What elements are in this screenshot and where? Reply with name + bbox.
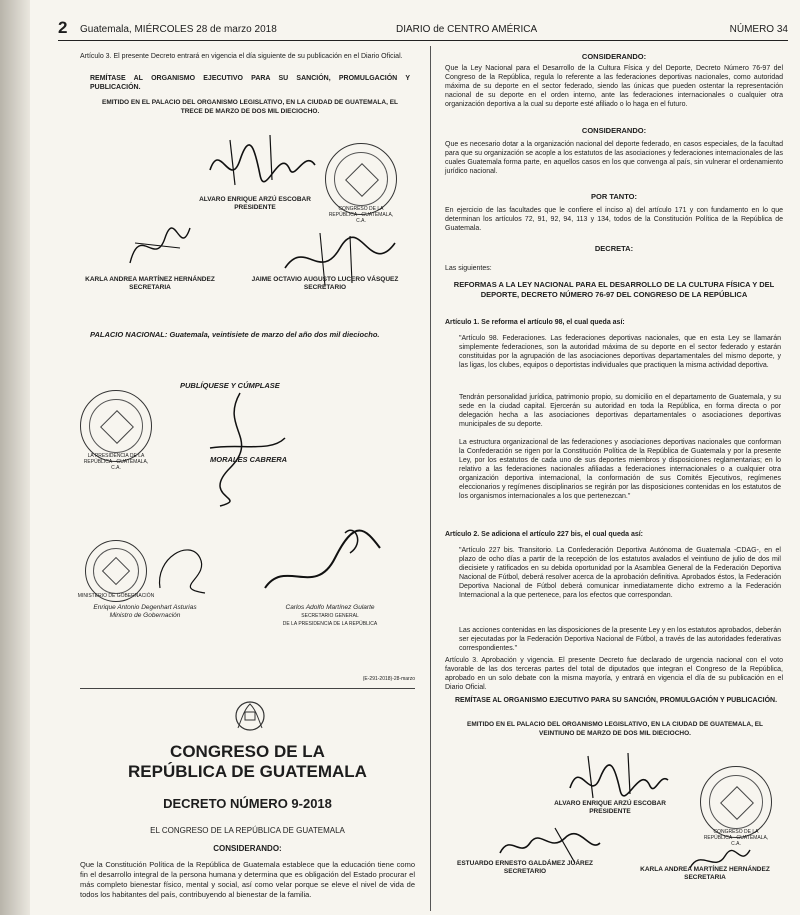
signatory-role: PRESIDENTE — [234, 204, 276, 211]
right-column — [445, 48, 783, 908]
page-fold-edge — [0, 0, 30, 915]
articulo-98-paragraph-2: Tendrán personalidad jurídica, patrimonio propio, su domicilio en el departamento de Guatemala, y su sede en la ciudad capital. Ejercerán su autoridad en toda la República, en forma directa o por delegación hecha a las asociaciones deportivas departamentales o asociaciones deportivas municipales de su deporte. — [459, 394, 781, 428]
considerando-2-text: Que es necesario dotar a la organización nacional del deporte federado, en casos especiales, de la facultad para que su organización se acople a los estatutos de las asociaciones y federaciones internacionales de las cuales Guatemala forma parte, en aquellos casos en los que convenga al país, sin vulnerar el ordenamiento jurídico nacional. — [445, 141, 783, 175]
palacio-nacional-text — [90, 330, 410, 340]
signatory-name: KARLA ANDREA MARTÍNEZ HERNÁNDEZ — [640, 866, 770, 873]
signature-martinez-gularte — [255, 518, 385, 603]
signature-arzu — [200, 130, 320, 200]
por-tanto-heading: POR TANTO: — [591, 192, 637, 201]
congreso-title-line2: REPÚBLICA DE GUATEMALA — [128, 762, 367, 781]
publication-reference: (E-291-2018)-28-marzo — [362, 676, 415, 682]
signature-degenhart — [150, 528, 210, 598]
signature-arzu-right — [560, 748, 670, 803]
las-siguientes-text: Las siguientes: — [445, 265, 492, 272]
por-tanto-text: En ejercicio de las facultades que le confiere el inciso a) del artículo 171 y con fundamento en lo que determinan los artículos 72, 91, 92, 94, 113 y 134, todos de la Constitución Política de la República de Guatemala. — [445, 207, 783, 232]
signature-block-galdamez — [435, 860, 615, 876]
articulo-1-heading: Artículo 1. Se reforma el artículo 98, el cual queda así: — [445, 319, 625, 326]
articulo-227-bis-paragraph-2: Las acciones contenidas en las disposiciones de la presente Ley y en los estatutos aprobados, deberán ser ejecutadas por la Federación Deportiva Nacional de Fútbol, a través de las autoridades federativas correspondientes." — [459, 627, 781, 652]
signature-block-martinez — [70, 276, 230, 292]
seal-gobernacion-text: MINISTERIO DE GOBERNACIÓN — [77, 593, 155, 599]
section-divider — [80, 688, 415, 689]
seal-gobernacion-icon — [77, 540, 155, 602]
signatory-role: PRESIDENTE — [589, 808, 631, 815]
considerando-1-heading: CONSIDERANDO: — [581, 52, 647, 61]
signature-block-martinez-gularte — [255, 604, 405, 628]
remitase-text-right: REMÍTASE AL ORGANISMO EJECUTIVO PARA SU SANCIÓN, PROMULGACIÓN Y PUBLICACIÓN. — [455, 697, 778, 704]
header-date: Guatemala, MIÉRCOLES 28 de marzo 2018 — [80, 24, 277, 35]
signatory-role: SECRETARIA — [684, 874, 726, 881]
signature-block-lucero — [230, 276, 420, 292]
signature-morales — [190, 388, 290, 508]
signatory-name: ESTUARDO ERNESTO GALDÁMEZ JUÁREZ — [456, 860, 594, 867]
signatory-role: SECRETARIA — [129, 284, 171, 291]
signatory-name: ALVARO ENRIQUE ARZÚ ESCOBAR — [554, 800, 666, 807]
signatory-name: JAIME OCTAVIO AUGUSTO LUCERO VÁSQUEZ — [251, 276, 399, 283]
publiquese-text: PUBLÍQUESE Y CÚMPLASE — [180, 381, 280, 390]
considerando-1-text: Que la Ley Nacional para el Desarrollo de la Cultura Física y del Deporte, Decreto Número 76-97 del Congreso de la República, regula lo referente a las federaciones deportivas nacionales, como autoridad máxima de su deporte en el sector federado, siendo las únicas que pueden ostentar la representación nacional de su deporte en el orden interno, ante las federaciones internacionales o cualquier otra organización deportiva a la cual su deporte esté afiliado o lo haga en el futuro. — [445, 65, 783, 108]
signatory-name: ALVARO ENRIQUE ARZÚ ESCOBAR — [199, 196, 311, 203]
signatory-role: SECRETARIO — [503, 868, 547, 875]
previous-article-3: Artículo 3. El presente Decreto entrará en vigencia el día siguiente de su publicación en el Diario Oficial. — [80, 53, 403, 60]
signature-block-degenhart — [80, 604, 210, 620]
reformas-title: REFORMAS A LA LEY NACIONAL PARA EL DESARROLLO DE LA CULTURA FÍSICA Y DEL DEPORTE, DECRETO NÚMERO 76-97 DEL CONGRESO DE LA REPÚBLICA — [453, 280, 775, 299]
decreto-title: DECRETO NÚMERO 9-2018 — [163, 796, 332, 811]
palacio-label: PALACIO NACIONAL: — [90, 330, 168, 339]
seal-congreso-icon — [700, 766, 772, 847]
articulo-98-paragraph-1: "Artículo 98. Federaciones. Las federaciones deportivas nacionales, que en esta Ley se llamarán simplemente federaciones, son la autoridad máxima de su deporte en el sector federado y estarán constituidas por la agrupación de las asociaciones deportivas departamentales del mismo deporte, y las ligas, los clubes, equipos o deportistas individuales que practiquen la misma actividad deportiva. — [459, 335, 781, 369]
signature-block-arzu — [170, 196, 340, 212]
signature-block-martinez-right — [625, 866, 785, 882]
page-header — [58, 18, 788, 41]
signatory-role: SECRETARIO — [303, 284, 347, 291]
articulo-2-heading: Artículo 2. Se adiciona el artículo 227 bis, el cual queda así: — [445, 531, 644, 538]
seal-congreso-text: CONGRESO DE LA REPÚBLICA · GUATEMALA, C.A. — [328, 206, 394, 224]
signatory-name: Enrique Antonio Degenhart Asturias — [93, 604, 197, 611]
signatory-role: SECRETARIO GENERAL — [301, 613, 359, 619]
column-divider — [430, 46, 431, 911]
el-congreso-heading: EL CONGRESO DE LA REPÚBLICA DE GUATEMALA — [150, 826, 345, 835]
considerando-text: Que la Constitución Política de la República de Guatemala establece que la educación tiene como fin el desarrollo integral de la persona humana y determina que es obligación del Estado procurar el más completo bienestar físico, mental y social, así como velar porque se eleve el nivel de vida de todos los habitantes del país, contribuyendo al bienestar de la familia. — [80, 860, 415, 899]
seal-presidencia-text: LA PRESIDENCIA DE LA REPÚBLICA · GUATEMALA, C.A. — [83, 453, 149, 471]
morales-cabrera-text: MORALES CABRERA — [210, 455, 288, 464]
signatory-role-detail: DE LA PRESIDENCIA DE LA REPÚBLICA — [282, 621, 378, 627]
signatory-role: Ministro de Gobernación — [109, 612, 181, 619]
decreta-heading: DECRETA: — [594, 244, 634, 253]
articulo-227-bis-paragraph-1: "Artículo 227 bis. Transitorio. La Confederación Deportiva Autónoma de Guatemala -CDAG-, en el plazo de ocho días a partir de la recepción de los estatutos avalados el veintiuno de julio de dos mil diecisiete y ratificados en su debida oportunidad por la Asamblea General de la Federación Deportiva Nacional de Fútbol, deberá resolver acerca de la aprobación definitiva. Aprobados éstos, la Federación Deportiva Nacional de Fútbol deberá comunicar inmediatamente dicho extremo a la Federación Internacional a la que pertenece, para los efectos que correspondan. — [459, 547, 781, 599]
left-column — [77, 48, 415, 908]
signature-martinez — [120, 218, 200, 273]
signatory-name: KARLA ANDREA MARTÍNEZ HERNÁNDEZ — [85, 276, 215, 283]
seal-presidencia-icon — [80, 390, 152, 471]
palacio-date: Guatemala, veintisiete de marzo del año dos mil dieciocho. — [169, 330, 380, 339]
articulo-98-paragraph-3: La estructura organizacional de las federaciones y asociaciones deportivas nacionales que conforman la Confederación se rigen por la Constitución Política de la República de Guatemala y por la presente Ley, por los estatutos de cada uno de sus deportes miembros y disposiciones reglamentarias; en lo relativo a las federaciones nacionales afiliadas a federaciones internacionales o a cualquier otra organización deportiva internacional, la conformación de sus Comités Ejecutivos, regímenes eleccionarios y regímenes disciplinarios se regirán por las disposiciones contenidas en los estatutos de los organismos internacionales a los que pertenezcan." — [459, 439, 781, 500]
header-issue-number: NÚMERO 34 — [729, 24, 788, 35]
considerando-2-heading: CONSIDERANDO: — [581, 126, 647, 135]
remitase-text: REMÍTASE AL ORGANISMO EJECUTIVO PARA SU SANCIÓN, PROMULGACIÓN Y PUBLICACIÓN. — [90, 75, 410, 91]
national-coat-of-arms-icon — [232, 698, 268, 734]
seal-congreso-text: CONGRESO DE LA REPÚBLICA · GUATEMALA, C.A. — [703, 829, 769, 847]
congreso-title-line1: CONGRESO DE LA — [170, 742, 325, 761]
articulo-3-text: Artículo 3. Aprobación y vigencia. El presente Decreto fue declarado de urgencia nacional con el voto favorable de las dos terceras partes del total de diputados que integran el Congreso de la República, aprobado en un solo debate con la misma mayoría, y entrará en vigencia el día de su publicación en el Diario Oficial. — [445, 657, 783, 691]
page-number: 2 — [58, 18, 68, 37]
signature-block-arzu-right — [525, 800, 695, 816]
signatory-name: Carlos Adolfo Martínez Gularte — [285, 604, 375, 611]
emitido-text: EMITIDO EN EL PALACIO DEL ORGANISMO LEGISLATIVO, EN LA CIUDAD DE GUATEMALA, EL TRECE DE MARZO DE DOS MIL DIECIOCHO. — [102, 99, 398, 115]
emitido-text-right: EMITIDO EN EL PALACIO DEL ORGANISMO LEGISLATIVO, EN LA CIUDAD DE GUATEMALA, EL VEINTIUNO DE MARZO DE DOS MIL DIECIOCHO. — [467, 721, 763, 737]
header-newspaper-name: DIARIO de CENTRO AMÉRICA — [396, 24, 538, 35]
considerando-heading: CONSIDERANDO: — [213, 844, 282, 853]
